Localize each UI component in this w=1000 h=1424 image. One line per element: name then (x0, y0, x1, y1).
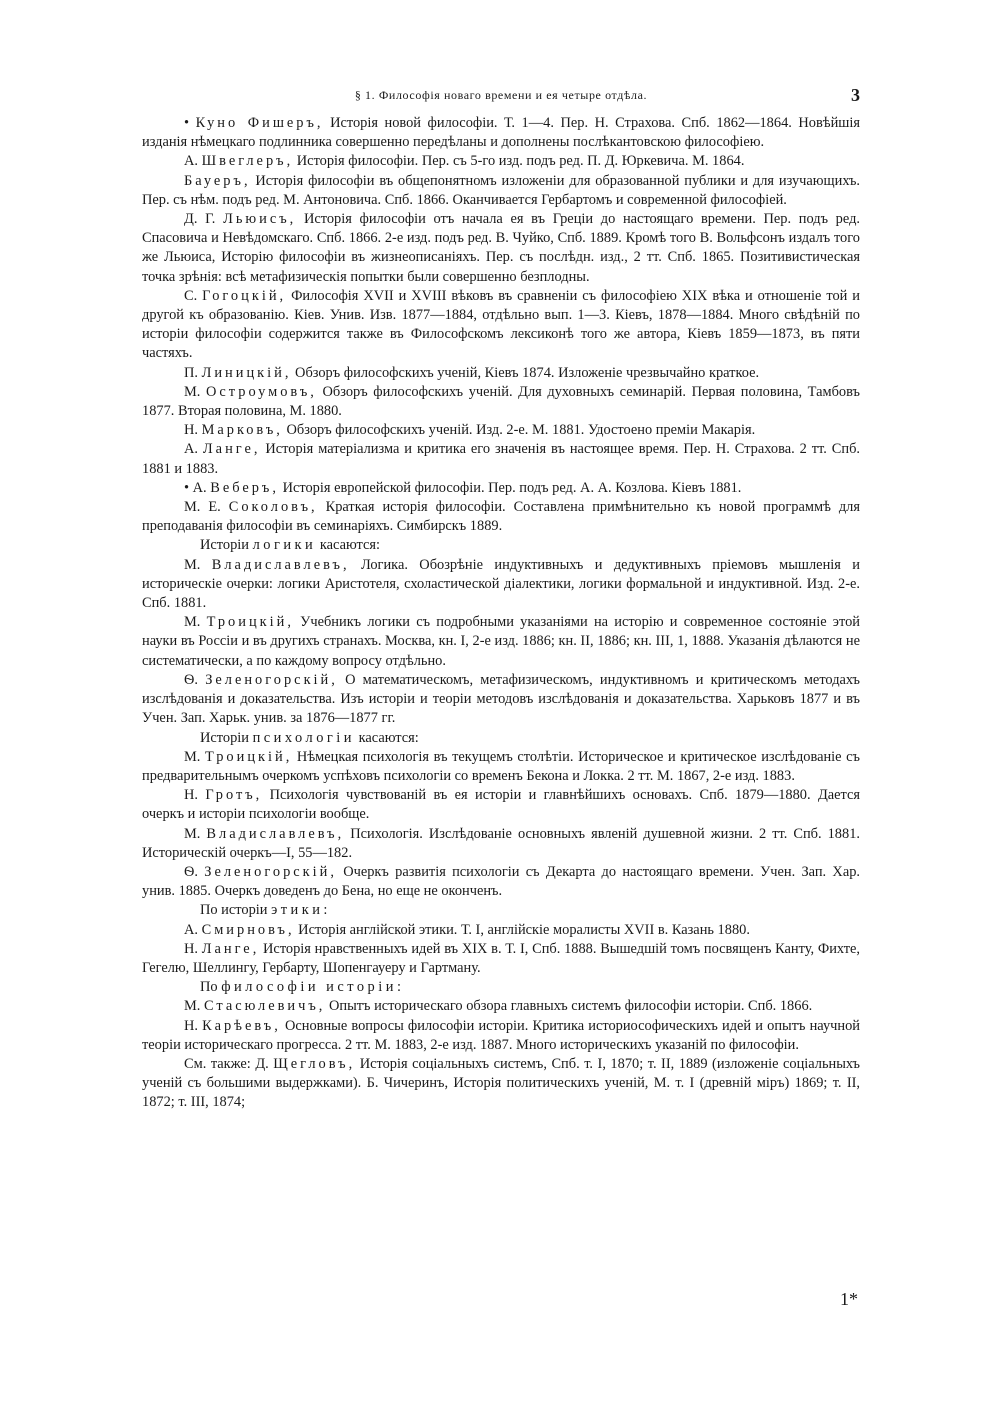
bibliography-entry (142, 1055, 860, 1113)
entry-text: Логика. Обозрѣніе индуктивныхъ и дедуктивныхъ пріемовъ мышленія и историческіе очерки: логики Аристотеля, схоластической діалектики, логики формальной и индуктивной. Изд. 2-е. Спб. 1881. (142, 556, 860, 612)
section-heading (142, 729, 860, 748)
entry-initials: М. (184, 998, 204, 1015)
bibliography-entry (142, 863, 860, 901)
header-title: § 1. Философія новаго времени и ея четыре отдѣла. (354, 88, 648, 102)
bibliography-entry (142, 498, 860, 536)
entry-initials: Ѳ. (184, 863, 205, 880)
entry-initials: М. (184, 748, 205, 765)
bibliography-entry (142, 364, 860, 383)
bibliography-entry (142, 114, 860, 152)
section-lead: Исторіи (200, 729, 253, 746)
bibliography-entry (142, 940, 860, 978)
entry-author: Щегловъ, (273, 1055, 356, 1072)
entry-author: Троицкій, (205, 748, 293, 765)
entry-text: Обзоръ философскихъ ученій. Изд. 2-е. М. 1881. Удостоено преміи Макарія. (282, 422, 756, 439)
entry-initials: • А. (184, 479, 211, 496)
entry-author: Линицкій, (201, 364, 292, 381)
entry-author: Бауеръ, (184, 172, 251, 189)
section-topic: психологіи (252, 729, 355, 746)
bibliography-entry (142, 613, 860, 671)
bibliography-entry (142, 671, 860, 729)
entry-text: Исторія философіи. Пер. съ 5-го изд. подъ ред. П. Д. Юркевича. М. 1864. (293, 153, 745, 170)
section-heading (142, 901, 860, 920)
entry-author: Швеглеръ, (201, 153, 294, 170)
entry-text: Опытъ историческаго обзора главныхъ системъ философіи исторіи. Спб. 1866. (325, 998, 813, 1015)
section-tail: : (396, 979, 401, 996)
entry-text: Исторія нравственныхъ идей въ XIX в. Т. I, Спб. 1888. Вышедшій томъ посвященъ Канту, Фихте, Гегелю, Шеллингу, Гербарту, Шопенгауеру и Гартману. (142, 940, 861, 976)
entry-text: Исторія англійской этики. Т. I, англійскіе моралисты XVII в. Казань 1880. (294, 921, 750, 938)
entry-author: Троицкій, (206, 614, 294, 631)
section-topic: философіи исторіи (221, 979, 397, 996)
bibliography-entry (142, 287, 860, 364)
entry-initials: Д. Г. (184, 211, 224, 228)
bibliography-entry (142, 383, 860, 421)
entry-author: Марковъ, (201, 422, 283, 439)
bibliography-entry (142, 786, 860, 824)
page-number: 3 (851, 85, 860, 105)
section-topic: этики (271, 902, 324, 919)
bibliography-entry (142, 172, 860, 210)
entry-author: Остроумовъ, (206, 383, 317, 400)
entry-text: Психологія. Изслѣдованіе основныхъ явленій душевной жизни. 2 тт. Спб. 1881. Историческій очеркъ—I, 55—182. (142, 825, 860, 861)
bibliography-entry (142, 421, 860, 440)
entry-text: Краткая исторія философіи. Составлена примѣнительно къ новой программѣ для преподаванія философіи въ семинаріяхъ. Симбирскъ 1889. (142, 499, 860, 535)
entry-text: Нѣмецкая психологія въ текущемъ столѣтіи. Историческое и критическое изслѣдованіе съ предварительнымъ очеркомъ успѣховъ психологіи со временъ Бекона и Локка. 2 тт. М. 1867, 2-е изд. 1883. (142, 748, 860, 784)
entry-initials: М. (184, 556, 212, 573)
section-lead: Исторіи (200, 537, 253, 554)
bibliography-entry (142, 152, 860, 171)
entry-initials: А. (184, 153, 202, 170)
entry-author: Карѣевъ, (202, 1017, 281, 1034)
entry-initials: М. (184, 383, 207, 400)
bibliography-entry (142, 748, 860, 786)
entry-initials: А. (184, 441, 203, 458)
entry-text: Исторія философіи въ общепонятномъ изложеніи для образованной публики и для изучающихъ. Пер. съ нѣм. подъ ред. М. Антоновича. Спб. 1866. Оканчивается Гербартомъ и современной философіей. (142, 172, 860, 208)
signature-mark: 1* (840, 1289, 858, 1309)
entry-text: Исторія европейской философіи. Пер. подъ ред. А. А. Козлова. Кіевъ 1881. (278, 479, 742, 496)
entry-author: Ланге, (202, 441, 261, 458)
entry-initials: См. также: Д. (184, 1055, 274, 1072)
entry-text: Обзоръ философскихъ ученій, Кіевъ 1874. Изложеніе чрезвычайно краткое. (291, 364, 760, 381)
entry-text: Исторія соціальныхъ системъ, Спб. т. I, 1870; т. II, 1889 (изложеніе соціальныхъ ученій съ большими выдержками). Б. Чичеринъ, Исторія политическихъ ученій, М. т. I (древній міръ) 1869; т. II, 1872; т. III, 1874; (142, 1055, 860, 1111)
entry-initials: П. (184, 364, 202, 381)
section-tail: касаются: (355, 729, 419, 746)
section-lead: По (200, 979, 222, 996)
entry-initials: М. (184, 614, 207, 631)
entry-text: Исторія новой философіи. Т. 1—4. Пер. Н. Страхова. Спб. 1862—1864. Новѣйшія изданія нѣмецкаго подлинника совершенно передѣланы и дополнены послѣкантовскою философіею. (142, 115, 861, 151)
entry-author: Льюисъ, (223, 211, 297, 228)
entry-text: Учебникъ логики съ подробными указаніями на исторію и современное состояніе этой науки въ Россіи и въ другихъ странахъ. Москва, кн. I, 2-е изд. 1886; кн. II, 1886; кн. III, 1, 1888. Указанія дѣлаются не систематически, а по каждому вопросу отдѣльно. (142, 614, 860, 669)
running-header (142, 84, 860, 106)
entry-text: Основные вопросы философіи исторіи. Критика историософическихъ идей и опытъ научной теоріи историческаго прогресса. 2 тт. М. 1883, 2-е изд. 1887. Много историческихъ указаній по философіи. (142, 1017, 860, 1053)
section-tail: касаются: (316, 537, 381, 554)
entry-author: Ланге, (201, 940, 260, 957)
entry-initials: Н. (184, 787, 206, 804)
entry-author: Гогоцкій, (202, 287, 287, 304)
bibliography-entry (142, 921, 860, 940)
entry-author: Веберъ, (210, 479, 279, 496)
bibliography-entry (142, 997, 860, 1016)
entry-author: Зеленогорскій, (205, 671, 338, 688)
bibliography-entry (142, 556, 860, 614)
entry-author: Владиславлевъ, (211, 556, 350, 573)
entry-initials: С. (184, 287, 203, 304)
entry-text: Философія XVII и XVIII вѣковъ въ сравненіи съ философіею XIX вѣка и отношеніе той и другой къ образованію. Кіев. Унив. Изв. 1877—1884, отдѣльно вып. 1—3. Кіевъ, 1878—1884. Много свѣдѣній по исторіи философіи содержится также въ Философскомъ лексиконѣ того же автора, Кіевъ 1859—1873, въ пяти частяхъ. (142, 287, 860, 362)
entry-initials: М. (184, 825, 207, 842)
bibliography-text (142, 114, 860, 1113)
entry-initials: • (184, 115, 196, 131)
entry-author: Стасюлевичъ, (204, 998, 326, 1015)
section-tail: : (323, 902, 328, 919)
entry-author: Соколовъ, (228, 499, 318, 516)
bibliography-entry (142, 1017, 860, 1055)
entry-author: Гротъ, (205, 787, 263, 804)
entry-text: Исторія матеріализма и критика его значенія въ настоящее время. Пер. Н. Страхова. 2 тт. Спб. 1881 и 1883. (142, 441, 860, 477)
section-heading (142, 978, 860, 997)
entry-initials: М. Е. (184, 499, 229, 516)
bibliography-entry (142, 440, 860, 478)
entry-initials: А. (184, 921, 202, 938)
entry-initials: Н. (184, 1017, 203, 1034)
section-topic: логики (252, 537, 317, 554)
entry-text: Психологія чувствованій въ ея исторіи и главнѣйшихъ основахъ. Спб. 1879—1880. Дается очеркъ и исторіи психологіи вообще. (142, 787, 860, 823)
bibliography-entry (142, 479, 860, 498)
entry-text: Исторія философіи отъ начала ея въ Греціи до настоящаго времени. Пер. подъ ред. Спасовича и Невѣдомскаго. Спб. 1866. 2-е изд. подъ ред. В. Чуйко, Спб. 1889. Кромѣ того В. Вольфсонъ издалъ того же Льюиса, Исторію философіи въ жизнеописаніяхъ. Пер. съ послѣдн. изд., 2 тт. Спб. 1865. Позитивистическая точка зрѣнія: всѣ метафизическія попытки были совершенно безплодны. (142, 211, 860, 285)
section-heading (142, 536, 860, 555)
entry-author: Владиславлевъ, (206, 825, 345, 842)
bibliography-entry (142, 825, 860, 863)
entry-author: Куно Фишеръ, (195, 115, 324, 131)
entry-text: О математическомъ, метафизическомъ, индуктивномъ и критическомъ методахъ изслѣдованія и доказательства. Изъ исторіи и теоріи методовъ изслѣдованія и доказательства. Харьковъ 1877 и въ Учен. Зап. Харьк. унив. за 1876—1877 гг. (142, 671, 860, 727)
bibliography-entry (142, 210, 860, 287)
entry-text: Очеркъ развитія психологіи съ Декарта до настоящаго времени. Учен. Зап. Хар. унив. 1885. Очеркъ доведенъ до Бена, но еще не оконченъ. (142, 863, 860, 900)
entry-initials: Н. (184, 940, 202, 957)
section-lead: По исторіи (200, 902, 272, 919)
entry-initials: Ѳ. (184, 671, 206, 688)
entry-initials: Н. (184, 422, 202, 439)
entry-author: Зеленогорскій, (204, 863, 337, 880)
entry-text: Обзоръ философскихъ ученій. Для духовныхъ семинарій. Первая половина, Тамбовъ 1877. Вторая половина, М. 1880. (142, 383, 860, 420)
entry-author: Смирновъ, (201, 921, 295, 938)
